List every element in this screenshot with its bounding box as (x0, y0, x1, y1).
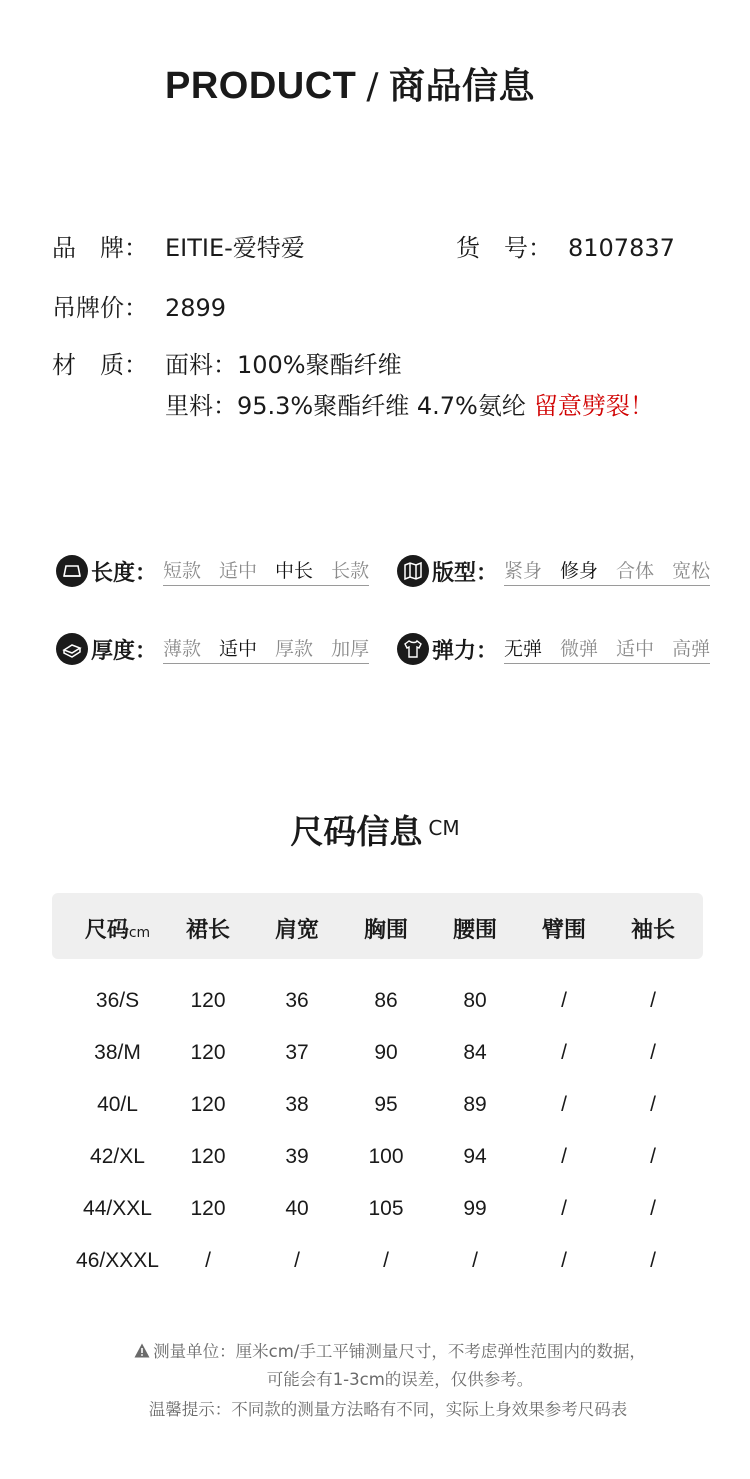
code-value: 8107837 (568, 234, 675, 262)
header-cell: 胸围 (363, 918, 408, 943)
measurement-cell: 80 (463, 989, 487, 1012)
size-cell: 40/L (97, 1093, 138, 1116)
thickness-option: 薄款 (163, 638, 202, 660)
thickness-option: 加厚 (331, 638, 370, 660)
fit-attribute (397, 555, 710, 587)
price-row (52, 288, 226, 323)
elasticity-options (504, 634, 710, 664)
elasticity-label: 弹力： (432, 638, 499, 664)
thickness-options (163, 634, 369, 664)
measurement-cell: 90 (374, 1041, 398, 1064)
thickness-label: 厚度： (91, 638, 158, 664)
note-line-2: 可能会有1-3cm的误差，仅供参考。 (266, 1370, 534, 1389)
header-cell: 臂围 (541, 918, 586, 943)
size-title-unit: CM (428, 816, 460, 840)
folded-map-icon (397, 555, 429, 587)
length-options (163, 556, 369, 586)
elasticity-option-selected: 无弹 (504, 638, 543, 660)
measurement-cell: 38 (285, 1093, 309, 1116)
measurement-cell: 120 (190, 1093, 226, 1116)
measurement-cell: 36 (285, 989, 309, 1012)
measurement-cell: 84 (463, 1041, 487, 1064)
measurement-cell: / (205, 1249, 211, 1272)
length-option-selected: 中长 (275, 560, 314, 582)
measurement-cell: / (294, 1249, 300, 1272)
fit-option: 合体 (616, 560, 655, 582)
measurement-cell: 105 (368, 1197, 404, 1220)
elasticity-option: 微弹 (560, 638, 599, 660)
length-option: 长款 (331, 560, 370, 582)
brand-label: 品 牌： (52, 234, 148, 262)
length-label: 长度： (91, 560, 158, 586)
measurement-cell: 37 (285, 1041, 309, 1064)
measurement-cell: 100 (368, 1145, 404, 1168)
size-section-title (0, 806, 750, 853)
note-line-1: 测量单位：厘米cm/手工平铺测量尺寸，不考虑弹性范围内的数据， (0, 1338, 750, 1362)
measurement-cell: 120 (190, 1145, 226, 1168)
measurement-cell: / (650, 1041, 656, 1064)
elasticity-option: 高弹 (672, 638, 711, 660)
warning-icon (134, 1343, 150, 1358)
header-cell: 肩宽 (274, 918, 319, 943)
header-cell-size: 尺码cm (84, 918, 151, 943)
material-line2: 里料：95.3%聚酯纤维 4.7%氨纶 (165, 392, 526, 420)
fit-option: 宽松 (672, 560, 711, 582)
thickness-option-selected: 适中 (219, 638, 258, 660)
brand-row (52, 228, 305, 263)
measurement-cell: 120 (190, 989, 226, 1012)
header-cell: 腰围 (452, 918, 497, 943)
thickness-option: 厚款 (275, 638, 314, 660)
size-cell: 42/XL (90, 1145, 145, 1168)
measurement-cell: 39 (285, 1145, 309, 1168)
shirt-icon (397, 633, 429, 665)
measurement-cell: 40 (285, 1197, 309, 1220)
brand-value: EITIE-爱特爱 (165, 234, 305, 262)
title-en: PRODUCT (164, 65, 357, 107)
price-label: 吊牌价： (52, 294, 148, 322)
length-option: 短款 (163, 560, 202, 582)
measurement-cell: 120 (190, 1197, 226, 1220)
length-option: 适中 (219, 560, 258, 582)
material-row (52, 345, 402, 380)
size-cell: 46/XXXL (76, 1249, 159, 1272)
elasticity-option: 适中 (616, 638, 655, 660)
thickness-attribute (56, 633, 369, 665)
title-cn: 商品信息 (389, 66, 536, 107)
measurement-cell: 89 (463, 1093, 487, 1116)
fit-label: 版型： (432, 560, 499, 586)
measurement-cell: / (561, 1041, 567, 1064)
material-label: 材 质： (52, 351, 148, 379)
material-row-2 (165, 386, 654, 421)
measurement-cell: / (561, 1145, 567, 1168)
length-attribute (56, 555, 369, 587)
measurement-cell: / (561, 1093, 567, 1116)
measurement-cell: / (561, 1249, 567, 1272)
measurement-cell: 99 (463, 1197, 487, 1220)
elasticity-attribute (397, 633, 710, 665)
header-cell: 裙长 (185, 918, 230, 943)
measurement-cell: 94 (463, 1145, 487, 1168)
measurement-cell: / (561, 989, 567, 1012)
title-slash: / (366, 66, 379, 107)
fit-options (504, 556, 710, 586)
price-value: 2899 (165, 294, 227, 322)
measurement-cell: / (650, 989, 656, 1012)
code-label: 货 号： (456, 234, 552, 262)
measurement-cell: / (383, 1249, 389, 1272)
measurement-cell: 95 (374, 1093, 398, 1116)
size-table-header (52, 893, 703, 959)
fit-option-selected: 修身 (560, 560, 599, 582)
material-line1: 面料：100%聚酯纤维 (165, 351, 402, 379)
dress-icon (56, 555, 88, 587)
header-cell: 袖长 (630, 918, 675, 943)
size-cell: 38/M (94, 1041, 141, 1064)
size-cell: 44/XXL (83, 1197, 152, 1220)
code-row (456, 228, 675, 263)
measurement-cell: / (650, 1093, 656, 1116)
material-warning: 留意劈裂！ (533, 392, 654, 420)
folded-cloth-icon (56, 633, 88, 665)
measurement-cell: / (472, 1249, 478, 1272)
page-title (0, 58, 700, 109)
measurement-cell: 120 (190, 1041, 226, 1064)
note-line-3: 温馨提示：不同款的测量方法略有不同，实际上身效果参考尺码表 (148, 1400, 628, 1419)
measurement-cell: / (561, 1197, 567, 1220)
measurement-cell: / (650, 1197, 656, 1220)
fit-option: 紧身 (504, 560, 543, 582)
measurement-cell: / (650, 1249, 656, 1272)
measurement-cell: / (650, 1145, 656, 1168)
size-title-text: 尺码信息 (290, 812, 423, 851)
size-cell: 36/S (95, 989, 140, 1012)
measurement-cell: 86 (374, 989, 398, 1012)
